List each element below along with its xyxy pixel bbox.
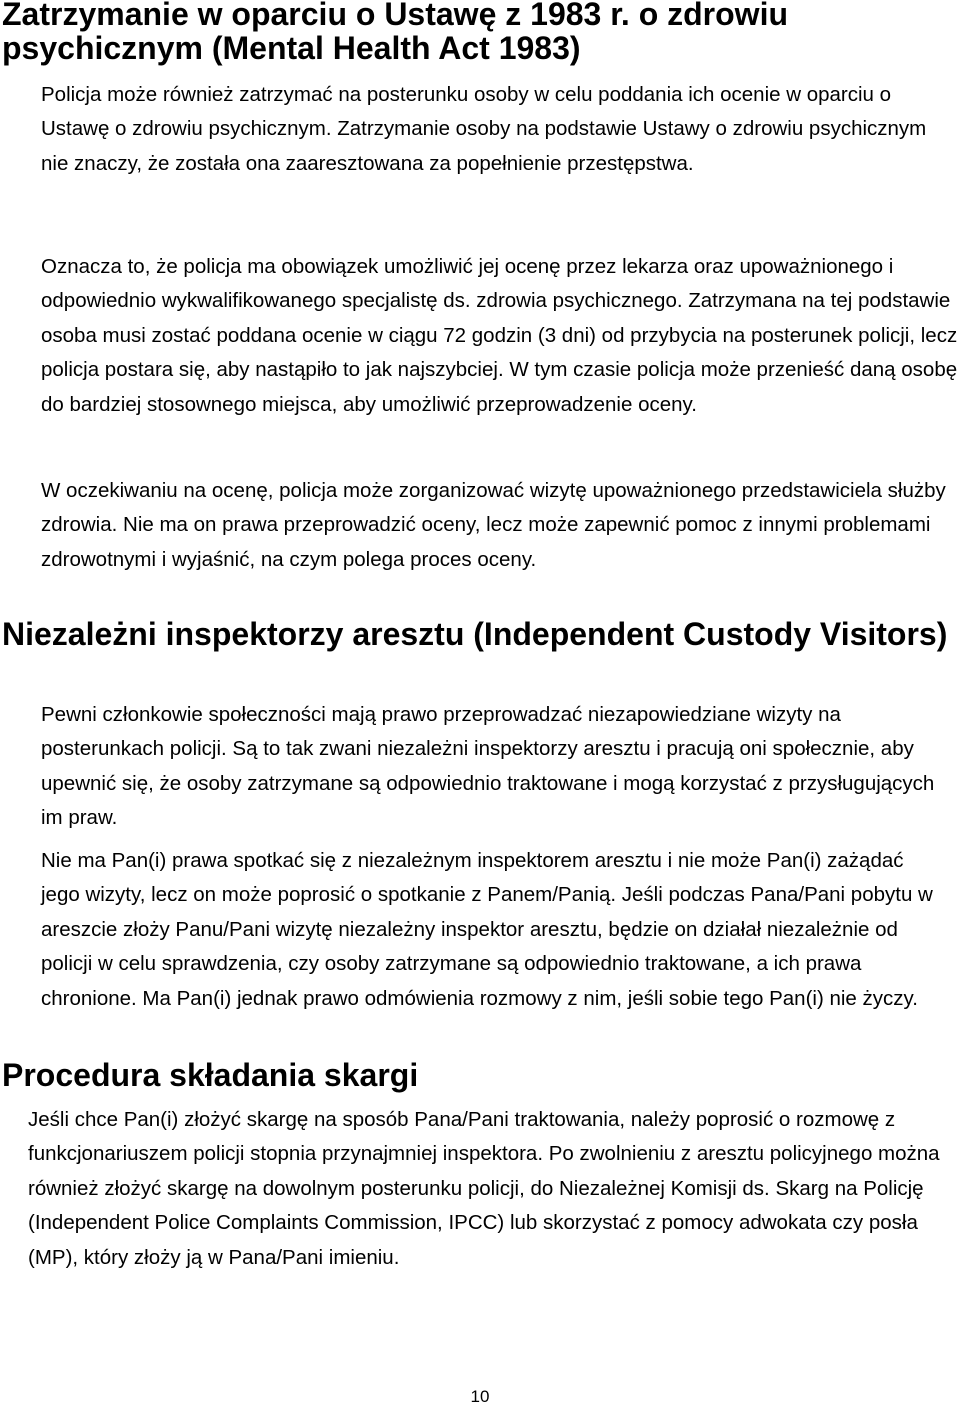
paragraph-police-detention-assessment: Policja może również zatrzymać na posterunku osoby w celu poddania ich ocenie w oparciu o Ustawę o zdrowiu psychicznym. Zatrzymanie osoby na podstawie Ustawy o zdrowiu psychicznym nie znaczy, że została ona zaaresztowana za popełnienie przestępstwa. bbox=[41, 83, 927, 175]
section-heading-independent-custody-visitors: Niezależni inspektorzy aresztu (Independent Custody Visitors) bbox=[2, 616, 948, 652]
paragraph-visitor-rights: Nie ma Pan(i) prawa spotkać się z niezależnym inspektorem aresztu i nie może Pan(i) zażądać jego wizyty, lecz on może poprosić o spotkanie z Panem/Panią. Jeśli podczas Pana/Pani pobytu w areszcie złoży Panu/Pani wizytę niezależny inspektor aresztu, będzie on działał niezależnie od policji w celu sprawdzenia, czy osoby zatrzymane są odpowiednio traktowane, a ich prawa chronione. Ma Pan(i) jednak prawo odmówienia rozmowy z nim, jeśli sobie tego Pan(i) nie życzy. bbox=[41, 849, 933, 1010]
page-number: 10 bbox=[470, 1387, 490, 1406]
section-heading-complaints-procedure: Procedura składania skargi bbox=[2, 1057, 419, 1093]
paragraph-assessment-obligation: Oznacza to, że policja ma obowiązek umożliwić jej ocenę przez lekarza oraz upoważnionego i odpowiednio wykwalifikowanego specjalistę ds. zdrowia psychicznego. Zatrzymana na tej podstawie osoba musi zostać poddana ocenie w ciągu 72 godzin (3 dni) od przybycia na posterunek policji, lecz policja postara się, aby nastąpiło to jak najszybciej. W tym czasie policja może przenieść daną osobę do bardziej stosownego miejsca, aby umożliwić przeprowadzenie oceny. bbox=[41, 255, 958, 416]
paragraph-complaint-options: Jeśli chce Pan(i) złożyć skargę na sposób Pana/Pani traktowania, należy poprosić o rozmowę z funkcjonariuszem policji stopnia przynajmniej inspektora. Po zwolnieniu z aresztu policyjnego można również złożyć skargę na dowolnym posterunku policji, do Niezależnej Komisji ds. Skarg na Policję (Independent Police Complaints Commission, IPCC) lub skorzystać z pomocy adwokata czy posła (MP), który złoży ją w Pana/Pani imieniu. bbox=[28, 1108, 940, 1269]
section-heading-mental-health-act: Zatrzymanie w oparciu o Ustawę z 1983 r. o zdrowiu psychicznym (Mental Health Act 1983) bbox=[2, 0, 788, 66]
paragraph-community-visits: Pewni członkowie społeczności mają prawo przeprowadzać niezapowiedziane wizyty na posterunkach policji. Są to tak zwani niezależni inspektorzy aresztu i pracują oni społecznie, aby upewnić się, że osoby zatrzymane są odpowiednio traktowane i mogą korzystać z przysługujących im praw. bbox=[41, 703, 935, 830]
paragraph-awaiting-assessment: W oczekiwaniu na ocenę, policja może zorganizować wizytę upoważnionego przedstawiciela służby zdrowia. Nie ma on prawa przeprowadzić oceny, lecz może zapewnić pomoc z innymi problemami zdrowotnymi i wyjaśnić, na czym polega proces oceny. bbox=[41, 479, 946, 571]
